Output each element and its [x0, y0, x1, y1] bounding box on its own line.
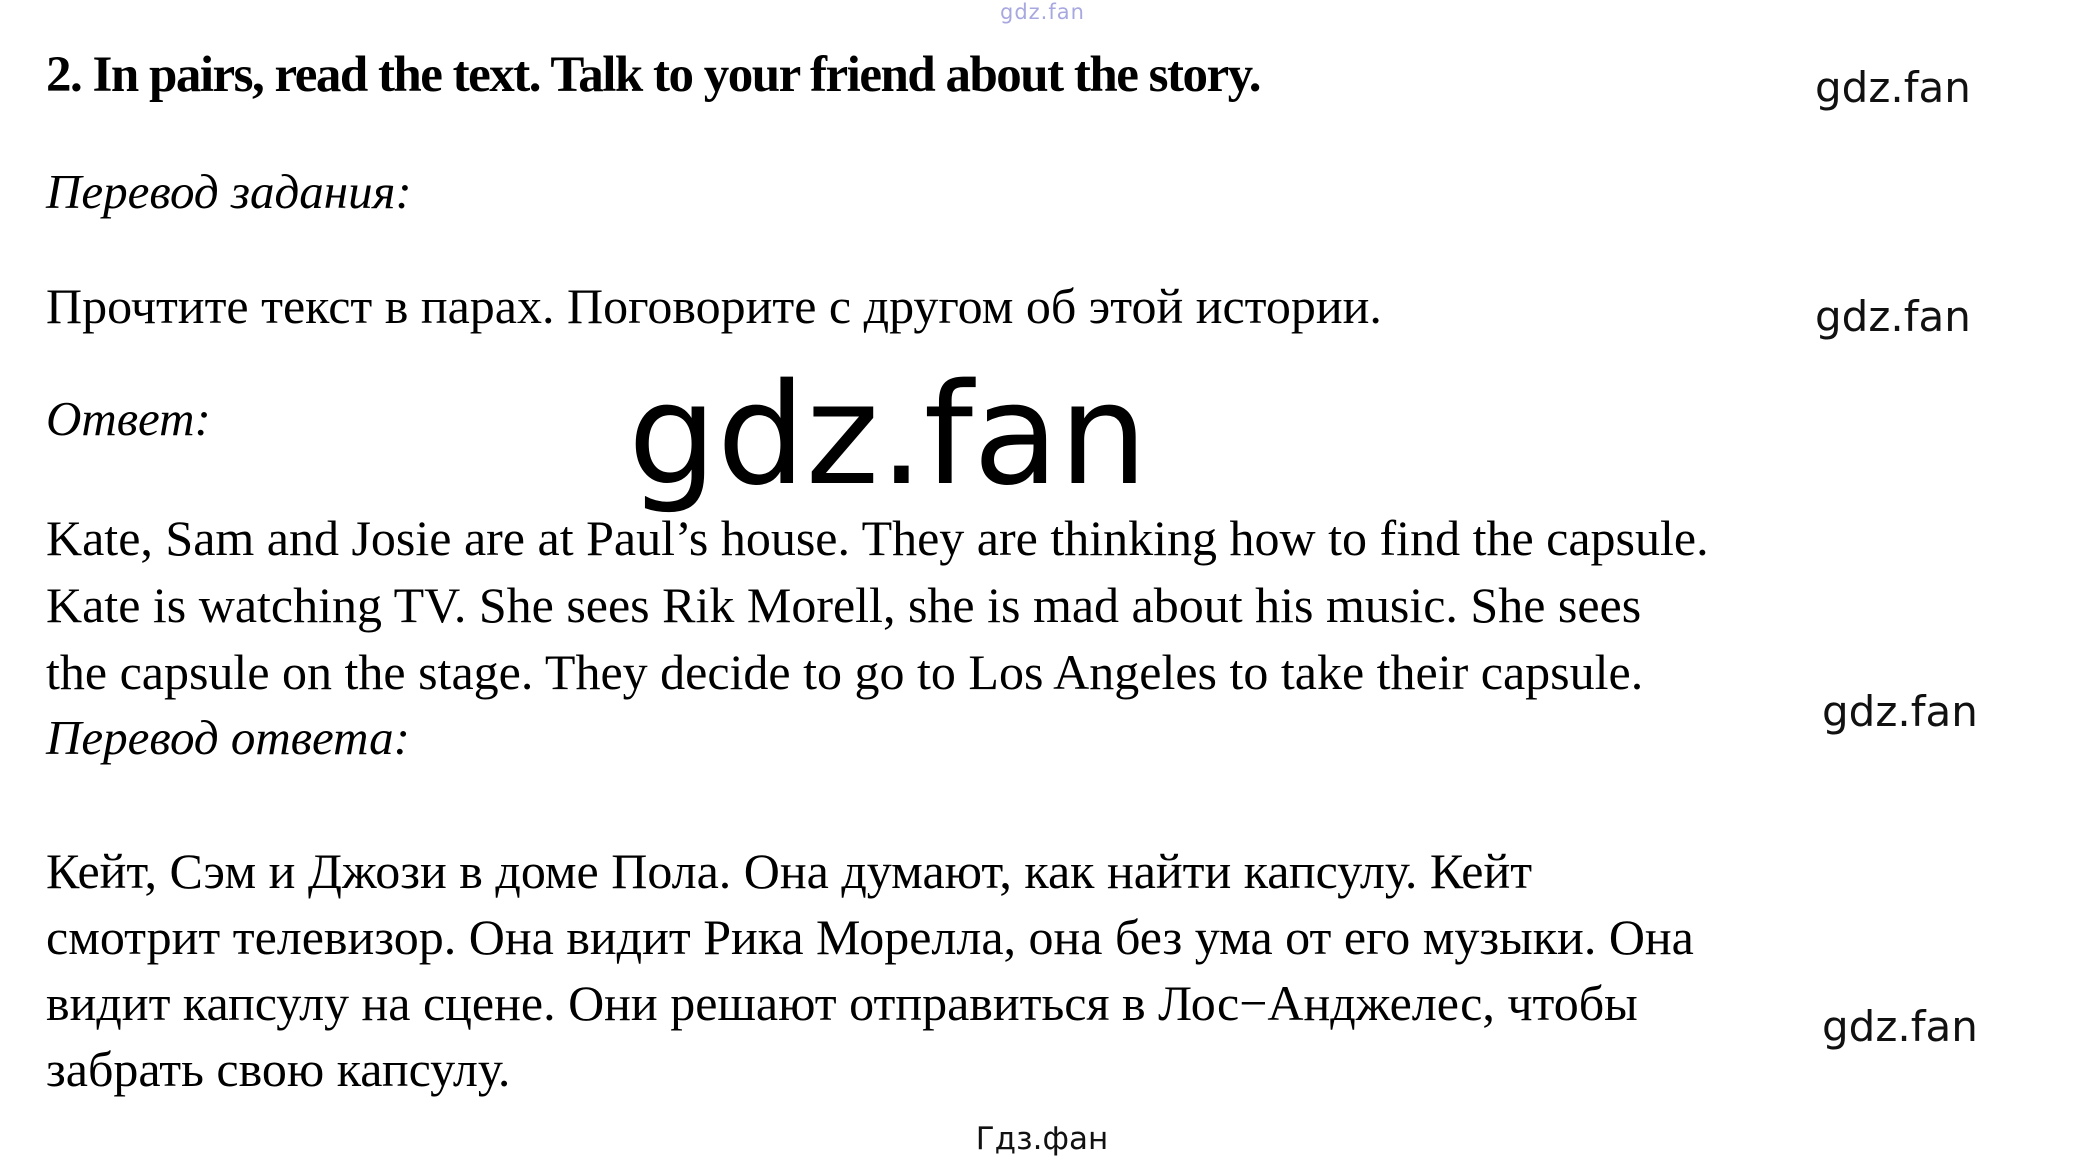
answer-line: the capsule on the stage. They decide to go to Los Angeles to take their capsule.: [46, 644, 1644, 700]
answer-translation-label: Перевод ответа:: [46, 710, 410, 765]
task-translation-text: Прочтите текст в парах. Поговорите с другом об этой истории.: [46, 278, 1382, 334]
answer-label: Ответ:: [46, 391, 211, 446]
answer-text-english: [46, 505, 1709, 706]
gdz-fan-watermark: gdz.fan: [1815, 292, 1971, 341]
gdz-fan-watermark: gdz.fan: [1822, 687, 1978, 736]
top-faint-watermark: gdz.fan: [1000, 0, 1085, 24]
answer-line: Kate, Sam and Josie are at Paul’s house. They are thinking how to find the capsule.: [46, 510, 1709, 566]
gdz-fan-watermark: gdz.fan: [1822, 1002, 1978, 1051]
task-translation-label: Перевод задания:: [46, 164, 412, 219]
task-heading: 2. In pairs, read the text. Talk to your friend about the story.: [46, 47, 1261, 103]
footer-brand-watermark: Гдз.фан: [975, 1121, 1109, 1157]
center-large-watermark: gdz.fan: [628, 354, 1148, 517]
answer-translation-line: забрать свою капсулу.: [46, 1041, 511, 1097]
answer-translation-line: видит капсулу на сцене. Они решают отправиться в Лос−Анджелес, чтобы: [46, 975, 1638, 1031]
answer-line: Kate is watching TV. She sees Rik Morell, she is mad about his music. She sees: [46, 577, 1642, 633]
answer-translation-line: смотрит телевизор. Она видит Рика Морелла, она без ума от его музыки. Она: [46, 909, 1694, 965]
gdz-fan-watermark: gdz.fan: [1815, 63, 1971, 112]
answer-text-russian: [46, 838, 1694, 1102]
answer-translation-line: Кейт, Сэм и Джози в доме Пола. Она думают, как найти капсулу. Кейт: [46, 843, 1533, 899]
